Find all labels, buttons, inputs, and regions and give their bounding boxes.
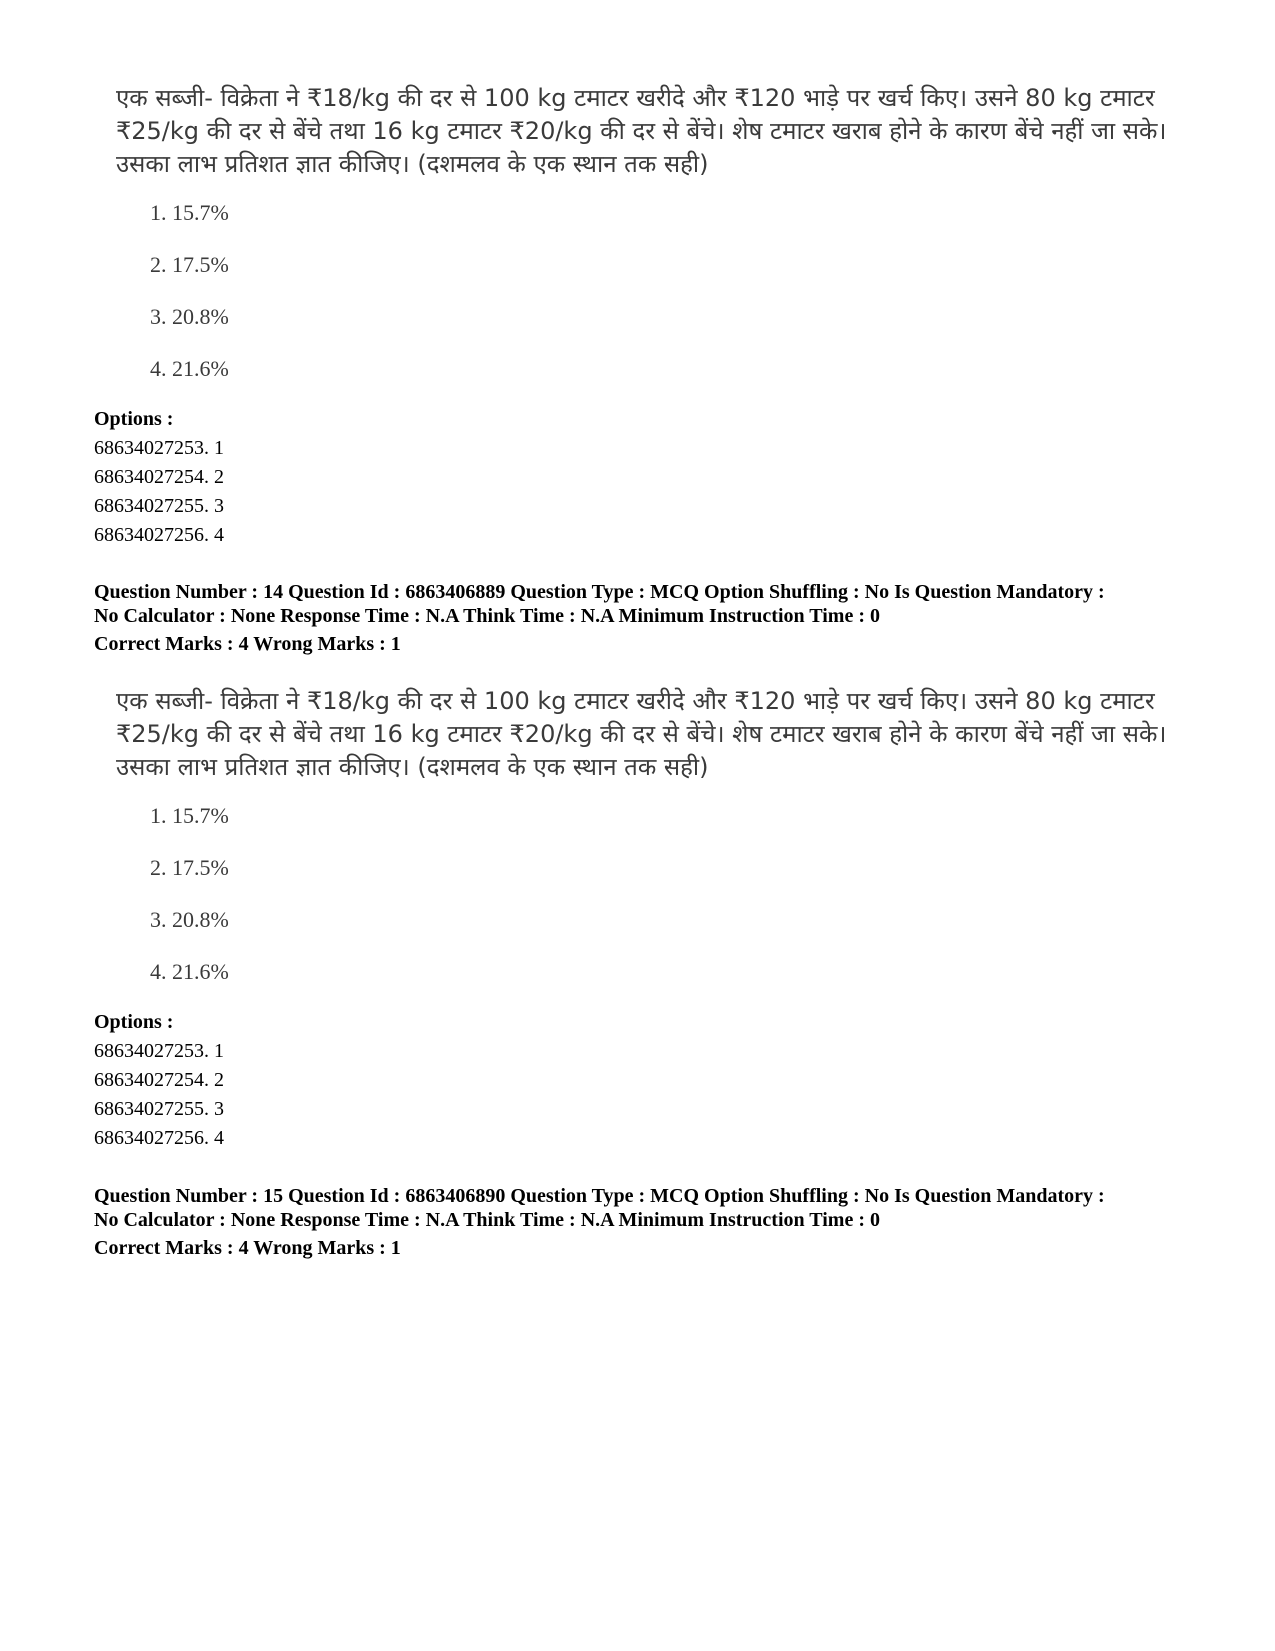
choice-2: 2. 17.5% [150, 252, 229, 277]
options-label: Options : [94, 1011, 174, 1033]
options-block [94, 405, 1214, 550]
question-header-line-2: No Calculator : None Response Time : N.A Think Time : N.A Minimum Instruction Time : 0 [94, 1209, 880, 1231]
question-header-14 [94, 580, 1214, 656]
choice-4: 4. 21.6% [150, 959, 229, 984]
question-header-line-1: Question Number : 15 Question Id : 6863406890 Question Type : MCQ Option Shuffling : No Is Question Mandatory : [94, 1185, 1105, 1207]
option-id-2: 68634027254. 2 [94, 1069, 224, 1091]
option-id-1: 68634027253. 1 [94, 1040, 224, 1062]
question-header-line-3: Correct Marks : 4 Wrong Marks : 1 [94, 1237, 401, 1259]
choice-1: 1. 15.7% [150, 803, 229, 828]
question-image [96, 685, 1186, 1025]
choice-2: 2. 17.5% [150, 855, 229, 880]
question-text: एक सब्जी- विक्रेता ने ₹18/kg की दर से 100 kg टमाटर खरीदे और ₹120 भाड़े पर खर्च किए। उसने 80 kg टमाटर ₹25/kg की दर से बेंचे तथा 16 kg टमाटर ₹20/kg की दर से बेंचे। शेष टमाटर खराब होने के कारण बेंचे नहीं जा सके। उसका लाभ प्रतिशत ज्ञात कीजिए। (दशमलव के एक स्थान तक सही) [116, 84, 1167, 178]
choice-3: 3. 20.8% [150, 907, 229, 932]
option-id-4: 68634027256. 4 [94, 1127, 224, 1149]
option-id-3: 68634027255. 3 [94, 1098, 224, 1120]
question-header-line-3: Correct Marks : 4 Wrong Marks : 1 [94, 633, 401, 655]
option-id-2: 68634027254. 2 [94, 466, 224, 488]
choice-4: 4. 21.6% [150, 356, 229, 381]
option-id-3: 68634027255. 3 [94, 495, 224, 517]
options-label: Options : [94, 408, 174, 430]
question-header-15 [94, 1184, 1214, 1260]
option-id-1: 68634027253. 1 [94, 437, 224, 459]
question-image [96, 82, 1186, 422]
question-text: एक सब्जी- विक्रेता ने ₹18/kg की दर से 100 kg टमाटर खरीदे और ₹120 भाड़े पर खर्च किए। उसने 80 kg टमाटर ₹25/kg की दर से बेंचे तथा 16 kg टमाटर ₹20/kg की दर से बेंचे। शेष टमाटर खराब होने के कारण बेंचे नहीं जा सके। उसका लाभ प्रतिशत ज्ञात कीजिए। (दशमलव के एक स्थान तक सही) [116, 687, 1167, 781]
option-id-4: 68634027256. 4 [94, 524, 224, 546]
question-header-line-2: No Calculator : None Response Time : N.A Think Time : N.A Minimum Instruction Time : 0 [94, 605, 880, 627]
question-header-line-1: Question Number : 14 Question Id : 6863406889 Question Type : MCQ Option Shuffling : No Is Question Mandatory : [94, 581, 1105, 603]
choice-3: 3. 20.8% [150, 304, 229, 329]
choice-1: 1. 15.7% [150, 200, 229, 225]
options-block [94, 1008, 1214, 1153]
